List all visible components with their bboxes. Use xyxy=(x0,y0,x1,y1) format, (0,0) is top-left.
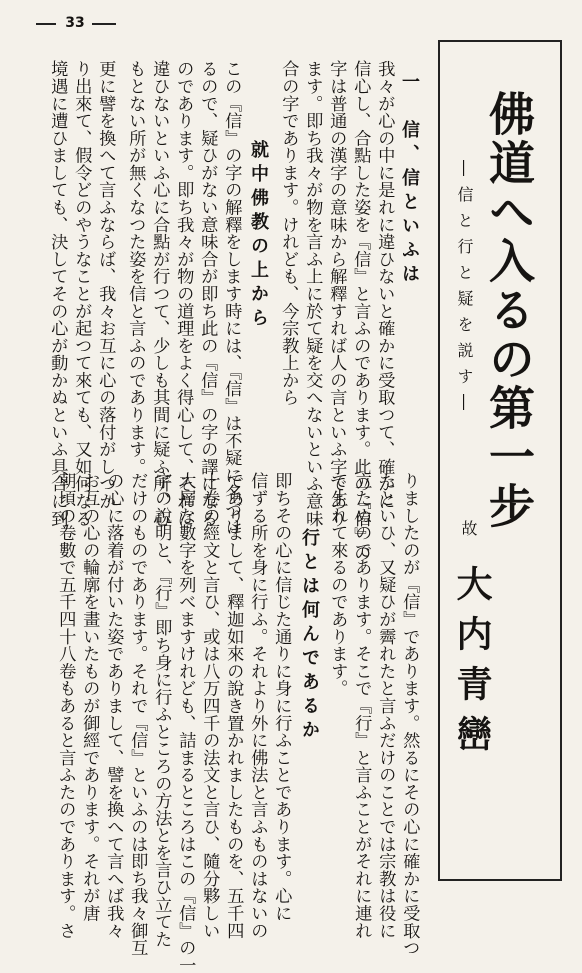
text-line: 信ずる所を身に行ふ。それより外に佛法と言ふものはないの xyxy=(247,472,268,939)
text-line: のであります。即ち我々が物の道理をよく得心して、それに xyxy=(173,60,194,527)
text-line: 合の字であります。けれども、今宗教上から xyxy=(278,60,299,406)
text-line: この『信』の字の解釋をします時には、『信』は不疑に名づけ xyxy=(221,60,242,536)
section-heading-2: 就中佛教の上から xyxy=(248,140,269,332)
text-line: て生れて來るのであります。 xyxy=(327,472,348,697)
text-line: り出來て、假令どのやうなことが起つて來ても、又如何なる xyxy=(71,60,92,527)
text-line: だけのものであります。それで『信』といふのは即ち我々御互 xyxy=(127,472,148,957)
text-line: でありまして、釋迦如來の說き置かれましたものを、五千四 xyxy=(223,472,244,939)
page-number-rule-right xyxy=(92,23,116,25)
article-subtitle: ―信と行と疑を説す― xyxy=(455,160,474,420)
text-line: 字は普通の漢字の意味から解釋すれば人の言といふ字であり xyxy=(326,60,347,527)
text-line: 十卷の經文と言ひ、或は八万四千の法文と言ひ、隨分夥しい xyxy=(199,472,220,939)
text-line: の心に落着が付いた姿でありまして、譬を換へて言へば我々 xyxy=(103,472,124,939)
text-line: 信心し、合點した姿を『信』と言ふのであります。此の『信』の xyxy=(350,60,371,562)
author-prefix: 故 xyxy=(459,520,478,536)
text-line: お互の心の輪廓を畫いたものが御經であります。それが唐 xyxy=(79,472,100,922)
article-title: 佛道へ入るの第一步 xyxy=(482,90,536,531)
text-line: 我々が心の中に是れに違ひないと確かに受取つて、確かに xyxy=(374,60,395,510)
section-heading-3: 行とは何んであるか xyxy=(299,528,320,744)
text-line: 即ちその心に信じた通りに身に行ふことであります。心に xyxy=(271,472,292,922)
text-line: 違ひないといふ心に合點が行つて、少しも其間に疑ふ所、心 xyxy=(149,60,170,527)
text-line: 立たぬのであります。そこで『行』と言ふことがそれに連れ xyxy=(351,472,372,939)
page-number-header xyxy=(36,13,116,33)
text-line: たといひ、又疑ひが霽れたと言ふだけのことでは宗教は役に xyxy=(375,472,396,939)
author-name: 大内青巒 xyxy=(451,565,493,765)
text-line: るので、疑ひがない意味合が即ち此の『信』の字の譯になる xyxy=(197,60,218,527)
section-heading-1: 一 信、信といふは xyxy=(399,72,420,288)
text-line: 朝頃の卷數で五千四十八卷もあると言ふたのであります。さ xyxy=(55,472,76,939)
text-line: ます。即ち我々が物を言ふ上に於て疑を交へないといふ意味 xyxy=(302,60,323,527)
text-line: りましたのが『信』であります。然るにその心に確かに受取つ xyxy=(399,472,420,957)
text-line: 更に譬を換へて言ふならば、我々お互に心の落付がしつか xyxy=(95,60,116,510)
page-number: 33 xyxy=(65,15,85,31)
page-number-rule-left xyxy=(36,23,56,25)
text-line: 大層な數字を列べますけれども、詰まるところはこの『信』の一 xyxy=(175,472,196,973)
text-line: 字の說明と、『行』即ち身に行ふところの方法とを言ひ立てた xyxy=(151,472,172,948)
text-line: もとない所が無くなつた姿を信と言ふのであります。 xyxy=(125,60,146,475)
text-line: 境遇に遭ひましても、決してその心が動かぬといふ具合に到 xyxy=(47,60,68,527)
